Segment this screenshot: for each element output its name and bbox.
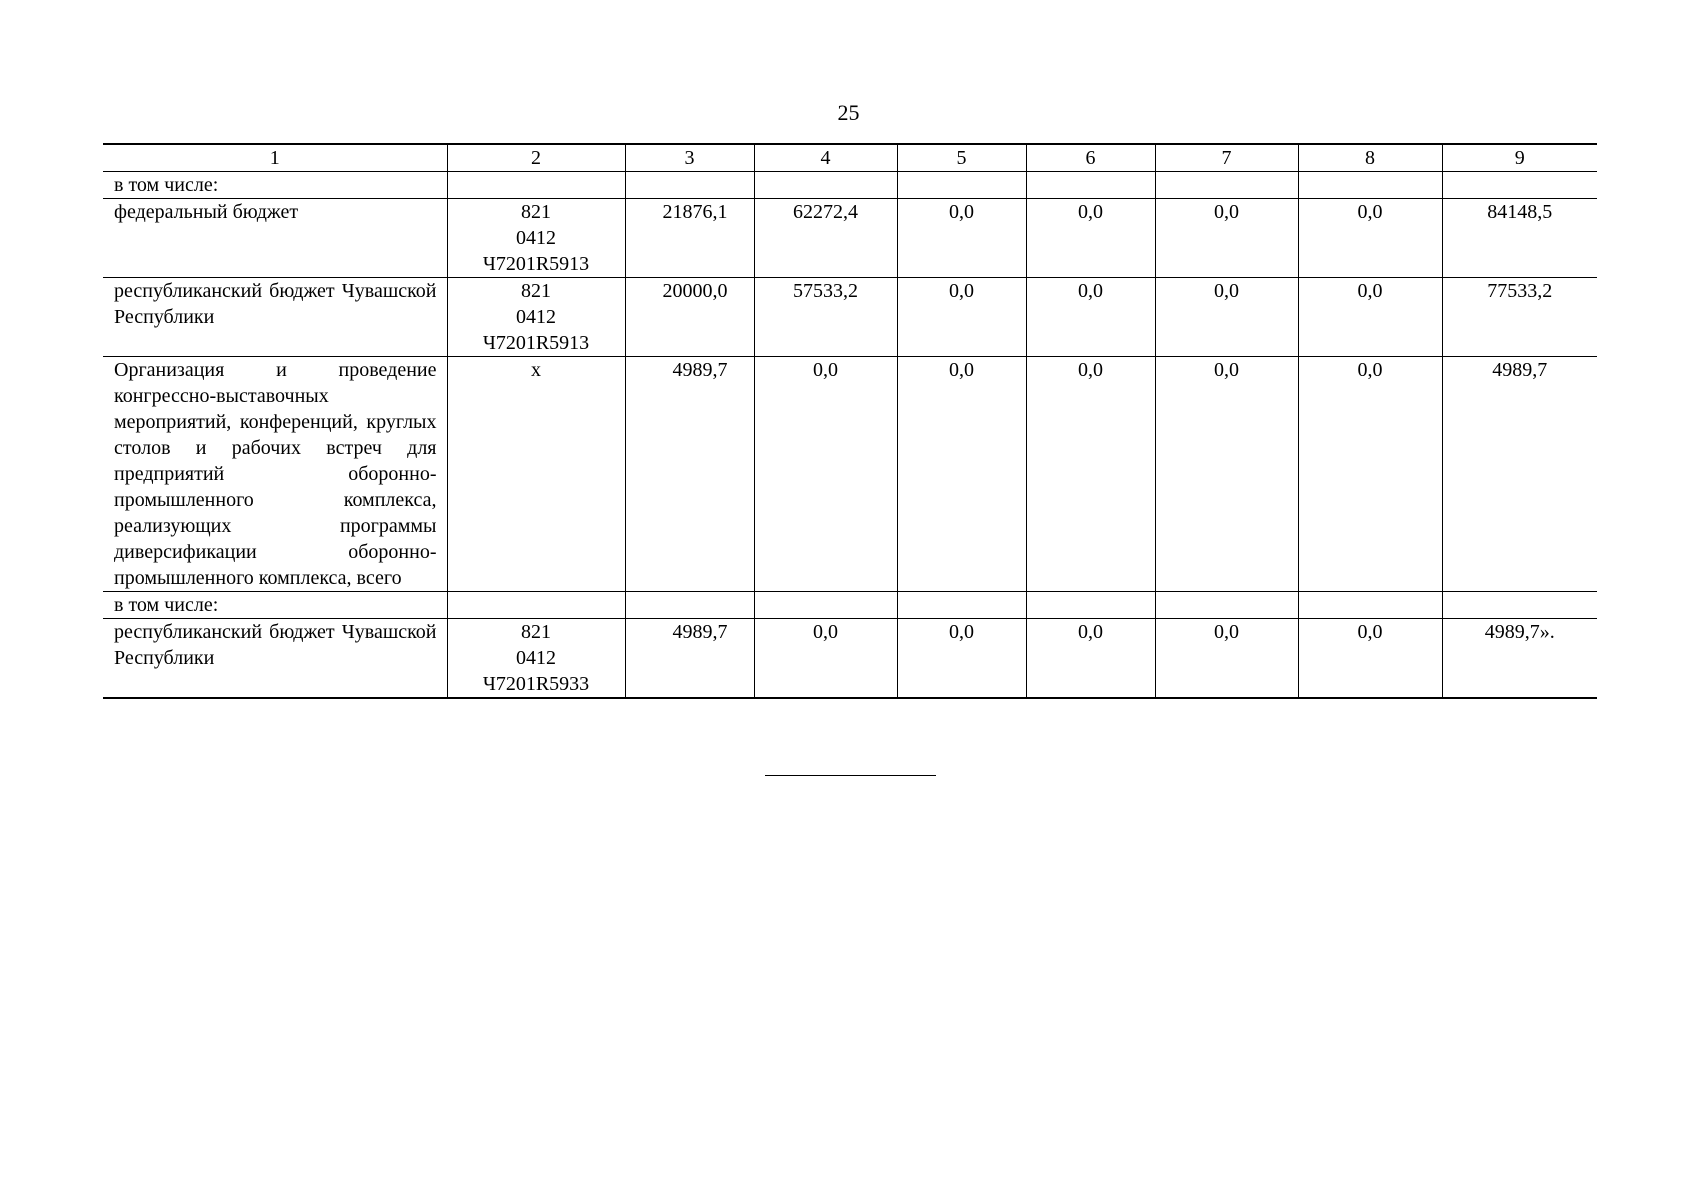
column-header: 4 xyxy=(754,144,897,172)
value-cell: 0,0 xyxy=(1026,278,1155,357)
budget-code: х xyxy=(447,357,625,592)
value-cell xyxy=(1298,172,1442,199)
value-cell: 4989,7 xyxy=(1442,357,1597,592)
value-cell: 4989,7 xyxy=(625,357,754,592)
column-header: 2 xyxy=(447,144,625,172)
budget-code: 821 0412 Ч7201R5913 xyxy=(447,278,625,357)
value-cell: 0,0 xyxy=(897,278,1026,357)
value-cell: 0,0 xyxy=(754,619,897,699)
value-cell xyxy=(897,172,1026,199)
row-label: Организация и проведение конгрессно-выставочных мероприятий, конференций, круглых столов и рабочих встреч для предприятий оборонно-промышленного комплекса, реализующих программы диверсификации оборонно-промышленного комплекса, всего xyxy=(103,357,447,592)
column-header: 8 xyxy=(1298,144,1442,172)
value-cell: 0,0 xyxy=(1298,199,1442,278)
table-row xyxy=(103,278,1597,357)
value-cell xyxy=(1155,592,1298,619)
budget-code: 821 0412 Ч7201R5933 xyxy=(447,619,625,699)
value-cell xyxy=(1155,172,1298,199)
value-cell xyxy=(1026,172,1155,199)
value-cell xyxy=(1026,592,1155,619)
row-label: в том числе: xyxy=(103,172,447,199)
budget-code: 821 0412 Ч7201R5913 xyxy=(447,199,625,278)
row-label: республиканский бюджет Чувашской Республики xyxy=(103,278,447,357)
value-cell: 0,0 xyxy=(754,357,897,592)
row-label: федеральный бюджет xyxy=(103,199,447,278)
value-cell: 0,0 xyxy=(1298,619,1442,699)
column-header: 6 xyxy=(1026,144,1155,172)
table-row xyxy=(103,592,1597,619)
value-cell: 0,0 xyxy=(1155,199,1298,278)
value-cell xyxy=(1442,592,1597,619)
value-cell: 4989,7». xyxy=(1442,619,1597,699)
value-cell: 0,0 xyxy=(1026,619,1155,699)
row-label: в том числе: xyxy=(103,592,447,619)
table-row xyxy=(103,172,1597,199)
table-row xyxy=(103,357,1597,592)
value-cell: 0,0 xyxy=(1155,278,1298,357)
value-cell: 84148,5 xyxy=(1442,199,1597,278)
budget-code xyxy=(447,592,625,619)
value-cell: 4989,7 xyxy=(625,619,754,699)
budget-code xyxy=(447,172,625,199)
value-cell: 57533,2 xyxy=(754,278,897,357)
value-cell xyxy=(1442,172,1597,199)
value-cell: 0,0 xyxy=(897,199,1026,278)
header-row xyxy=(103,144,1597,172)
row-label: республиканский бюджет Чувашской Республики xyxy=(103,619,447,699)
value-cell: 20000,0 xyxy=(625,278,754,357)
column-header: 9 xyxy=(1442,144,1597,172)
value-cell: 0,0 xyxy=(1298,357,1442,592)
value-cell: 0,0 xyxy=(1155,357,1298,592)
end-divider-line xyxy=(765,775,936,776)
value-cell xyxy=(1298,592,1442,619)
value-cell: 0,0 xyxy=(1155,619,1298,699)
value-cell: 0,0 xyxy=(1026,357,1155,592)
page-number: 25 xyxy=(837,100,860,125)
value-cell xyxy=(897,592,1026,619)
value-cell: 77533,2 xyxy=(1442,278,1597,357)
value-cell: 0,0 xyxy=(897,619,1026,699)
table-row xyxy=(103,619,1597,699)
value-cell xyxy=(625,172,754,199)
value-cell: 62272,4 xyxy=(754,199,897,278)
value-cell xyxy=(754,172,897,199)
value-cell: 0,0 xyxy=(1298,278,1442,357)
value-cell: 21876,1 xyxy=(625,199,754,278)
value-cell xyxy=(625,592,754,619)
table-row xyxy=(103,199,1597,278)
value-cell: 0,0 xyxy=(897,357,1026,592)
column-header: 7 xyxy=(1155,144,1298,172)
budget-table xyxy=(103,143,1597,699)
value-cell xyxy=(754,592,897,619)
value-cell: 0,0 xyxy=(1026,199,1155,278)
column-header: 5 xyxy=(897,144,1026,172)
column-header: 3 xyxy=(625,144,754,172)
column-header: 1 xyxy=(103,144,447,172)
